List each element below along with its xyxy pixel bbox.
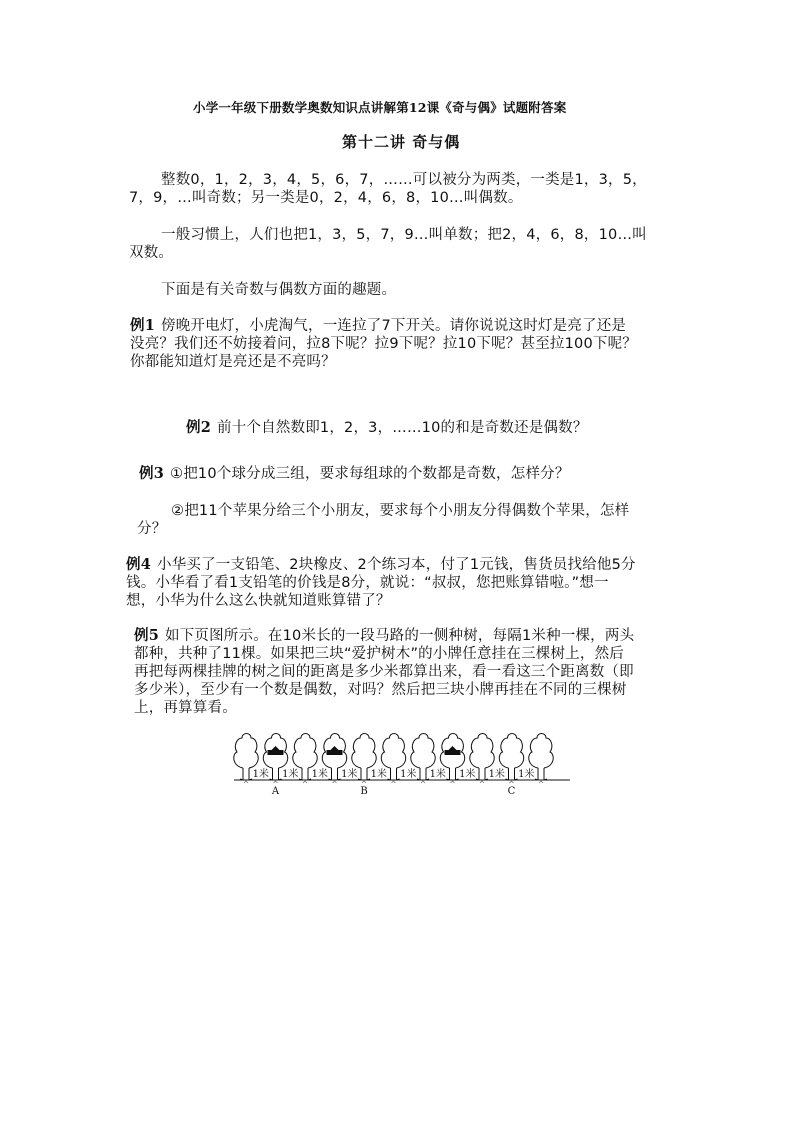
intro-paragraph-2-line-2: 双数。 xyxy=(129,245,174,261)
tree-icon xyxy=(499,734,523,769)
gap-label: 1米 xyxy=(459,769,476,780)
example-1-text: 傍晚开电灯，小虎淘气，一连拉了7下开关。请你说说这时灯是亮了还是 xyxy=(161,318,627,334)
sign-icon xyxy=(268,750,284,755)
tree-diagram-graphic xyxy=(232,730,572,800)
example-5-line-1 xyxy=(134,627,634,645)
example-1-line-1 xyxy=(130,317,626,335)
gap-label: 1米 xyxy=(429,769,446,780)
example-2-text: 前十个自然数即1，2，3，……10的和是奇数还是偶数？ xyxy=(217,420,588,436)
lesson-heading: 第十二讲 奇与偶 xyxy=(342,133,461,151)
example-5-line-5: 上，再算算看。 xyxy=(134,700,237,716)
point-label: A xyxy=(271,786,280,797)
gap-label: 1米 xyxy=(282,769,299,780)
example-4-label: 例4 xyxy=(126,556,151,573)
example-4-line-3: 想，小华为什么这么快就知道账算错了？ xyxy=(126,593,391,609)
intro-paragraph-2-line-1: 一般习惯上，人们也把1，3，5，7，9…叫单数；把2，4，6，8，10…叫 xyxy=(161,227,647,243)
example-5-line-3: 再把每两棵挂牌的树之间的距离是多少米都算出来，看一看这三个距离数（即 xyxy=(134,664,634,680)
tree-icon xyxy=(411,734,435,769)
gap-label: 1米 xyxy=(341,769,358,780)
example-3-line-1 xyxy=(139,465,570,483)
example-1-label: 例1 xyxy=(130,317,155,334)
tree-icon xyxy=(293,734,317,769)
example-2-line-1 xyxy=(186,419,588,437)
gap-label: 1米 xyxy=(518,769,535,780)
gap-label: 1米 xyxy=(488,769,505,780)
sign-icon xyxy=(327,750,343,755)
tree-icon xyxy=(234,734,258,769)
document-title: 小学一年级下册数学奥数知识点讲解第12课《奇与偶》试题附答案 xyxy=(193,100,567,115)
example-5-label: 例5 xyxy=(134,627,159,644)
gap-label: 1米 xyxy=(252,769,269,780)
tree-icon xyxy=(381,734,405,769)
gap-label: 1米 xyxy=(311,769,328,780)
example-1-line-3: 你都能知道灯是亮还是不亮吗？ xyxy=(130,354,336,370)
intro-paragraph-1-line-1: 整数0，1，2，3，4，5，6，7，……可以被分为两类，一类是1，3，5， xyxy=(161,172,647,188)
tree-icon xyxy=(352,734,376,769)
example-3-line-2: ②把11个苹果分给三个小朋友，要求每个小朋友分得偶数个苹果，怎样 xyxy=(171,503,630,519)
point-label: B xyxy=(360,786,368,797)
example-3-label: 例3 xyxy=(139,465,164,482)
gap-label: 1米 xyxy=(400,769,417,780)
tree-icon xyxy=(529,734,553,769)
tree-icon xyxy=(470,734,494,769)
example-3-part-1: ①把10个球分成三组，要求每组球的个数都是奇数，怎样分？ xyxy=(170,466,570,482)
sign-icon xyxy=(445,750,461,755)
tree-row-diagram xyxy=(232,730,572,800)
intro-paragraph-1-line-2: 7，9，…叫奇数；另一类是0，2，4，6，8，10…叫偶数。 xyxy=(129,190,523,206)
point-label: C xyxy=(507,786,516,797)
example-2-label: 例2 xyxy=(186,419,211,436)
intro-paragraph-3: 下面是有关奇数与偶数方面的趣题。 xyxy=(161,282,397,298)
gap-label: 1米 xyxy=(370,769,387,780)
example-4-line-1 xyxy=(126,556,636,574)
example-3-line-3: 分？ xyxy=(137,521,167,537)
example-5-text: 如下页图所示。在10米长的一段马路的一侧种树，每隔1米种一棵，两头 xyxy=(165,628,635,644)
example-5-line-2: 都种，共种了11棵。如果把三块“爱护树木”的小牌任意挂在三棵树上，然后 xyxy=(134,646,624,662)
example-5-line-4: 多少米），至少有一个数是偶数，对吗？然后把三块小牌再挂在不同的三棵树 xyxy=(134,682,627,698)
example-4-text: 小华买了一支铅笔、2块橡皮、2个练习本，付了1元钱，售货员找给他5分 xyxy=(157,557,636,573)
example-4-line-2: 钱。小华看了看1支铅笔的价钱是8分，就说：“叔叔，您把账算错啦。”想一 xyxy=(126,575,609,591)
example-1-line-2: 没亮？我们还不妨接着问，拉8下呢？拉9下呢？拉10下呢？甚至拉100下呢？ xyxy=(130,336,637,352)
